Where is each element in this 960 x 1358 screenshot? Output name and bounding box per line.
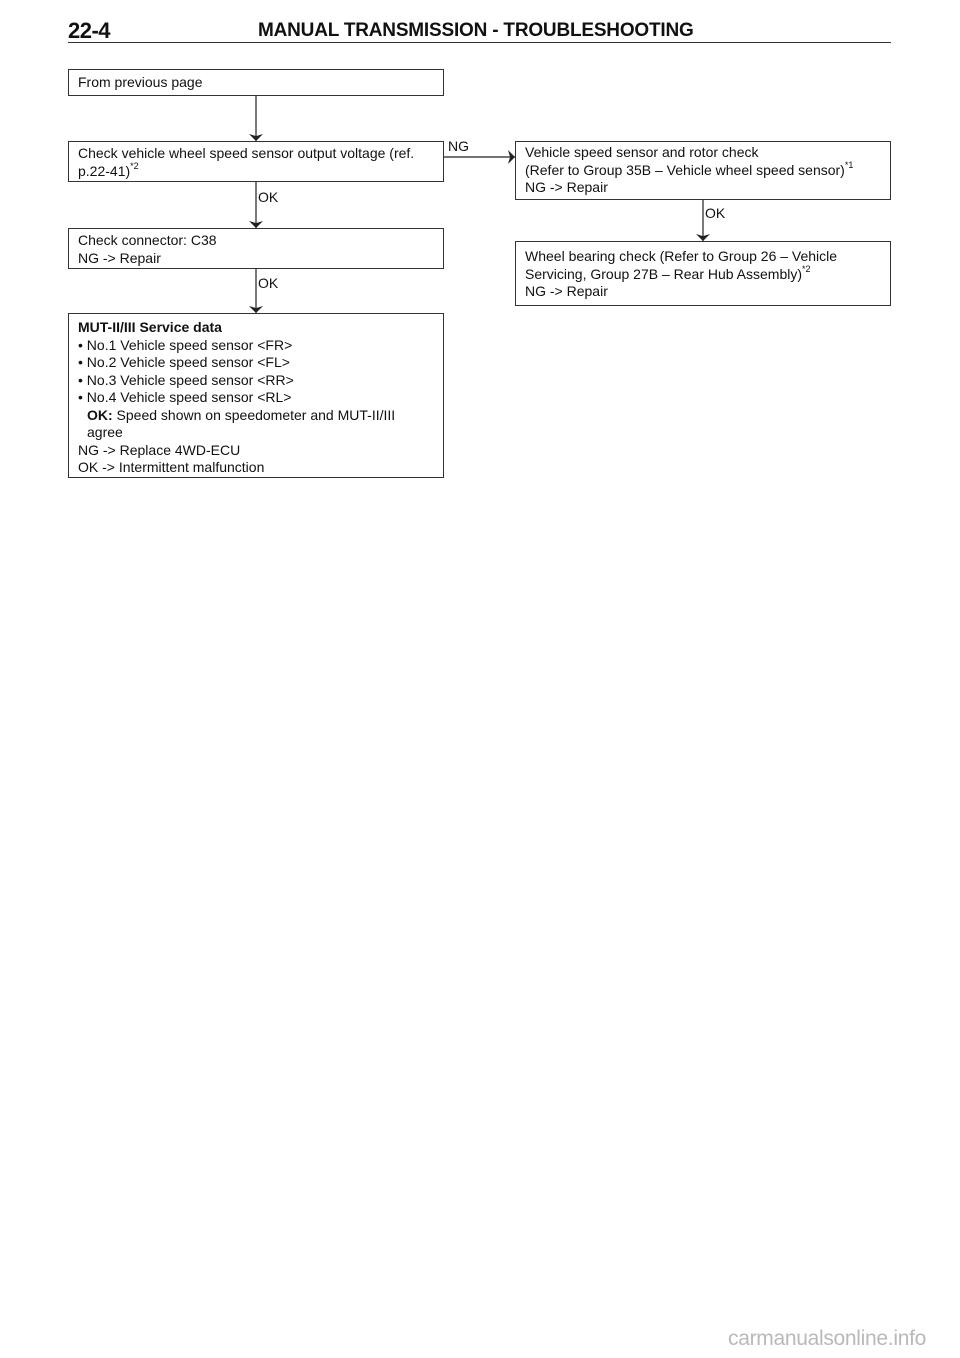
mut-service-data-box bbox=[68, 313, 444, 478]
wheel-bearing-line3: NG -> Repair bbox=[525, 283, 608, 299]
check-voltage-box bbox=[68, 141, 444, 182]
ok-label-2: OK bbox=[258, 275, 279, 291]
check-voltage-line1: Check vehicle wheel speed sensor output voltage (ref. bbox=[78, 145, 415, 161]
mut-ok-criteria-cont: agree bbox=[87, 424, 123, 440]
mut-title: MUT-II/III Service data bbox=[78, 319, 222, 335]
connector-line2: NG -> Repair bbox=[78, 249, 161, 266]
check-voltage-line2: p.22-41) bbox=[78, 162, 131, 179]
footnote-ref: *1 bbox=[844, 159, 854, 170]
connector-line1: Check connector: C38 bbox=[78, 232, 217, 248]
mut-item-3: • No.3 Vehicle speed sensor <RR> bbox=[78, 371, 294, 388]
footnote-ref: *2 bbox=[802, 263, 811, 274]
ok-label-3: OK bbox=[705, 205, 726, 221]
from-previous-box bbox=[68, 69, 444, 96]
page-title: MANUAL TRANSMISSION - TROUBLESHOOTING bbox=[258, 20, 694, 41]
wheel-bearing-line1: Wheel bearing check (Refer to Group 26 – Vehicle bbox=[525, 248, 838, 264]
mut-item-1: • No.1 Vehicle speed sensor <FR> bbox=[78, 336, 293, 353]
sensor-rotor-box bbox=[515, 141, 891, 200]
mut-ok-criteria: OK: Speed shown on speedometer and MUT-II/III bbox=[87, 406, 396, 423]
watermark: carmanualsonline.info bbox=[728, 1327, 926, 1350]
from-previous-text: From previous page bbox=[78, 74, 203, 90]
sensor-rotor-line1: Vehicle speed sensor and rotor check bbox=[525, 144, 759, 160]
footnote-ref: *2 bbox=[130, 160, 139, 171]
wheel-bearing-box bbox=[515, 241, 891, 306]
ok-label-1: OK bbox=[258, 189, 279, 205]
mut-item-2: • No.2 Vehicle speed sensor <FL> bbox=[78, 354, 290, 370]
ng-label: NG bbox=[448, 138, 469, 154]
sensor-rotor-line3: NG -> Repair bbox=[525, 179, 608, 195]
mut-ok-line: OK -> Intermittent malfunction bbox=[78, 459, 265, 475]
wheel-bearing-line2: Servicing, Group 27B – Rear Hub Assembly) bbox=[525, 265, 803, 282]
page-number: 22-4 bbox=[68, 18, 111, 43]
mut-item-4: • No.4 Vehicle speed sensor <RL> bbox=[78, 389, 292, 405]
sensor-rotor-line2: (Refer to Group 35B – Vehicle wheel speed sensor) bbox=[525, 161, 845, 178]
connector-box bbox=[68, 228, 444, 269]
mut-ng-line: NG -> Replace 4WD-ECU bbox=[78, 441, 241, 458]
